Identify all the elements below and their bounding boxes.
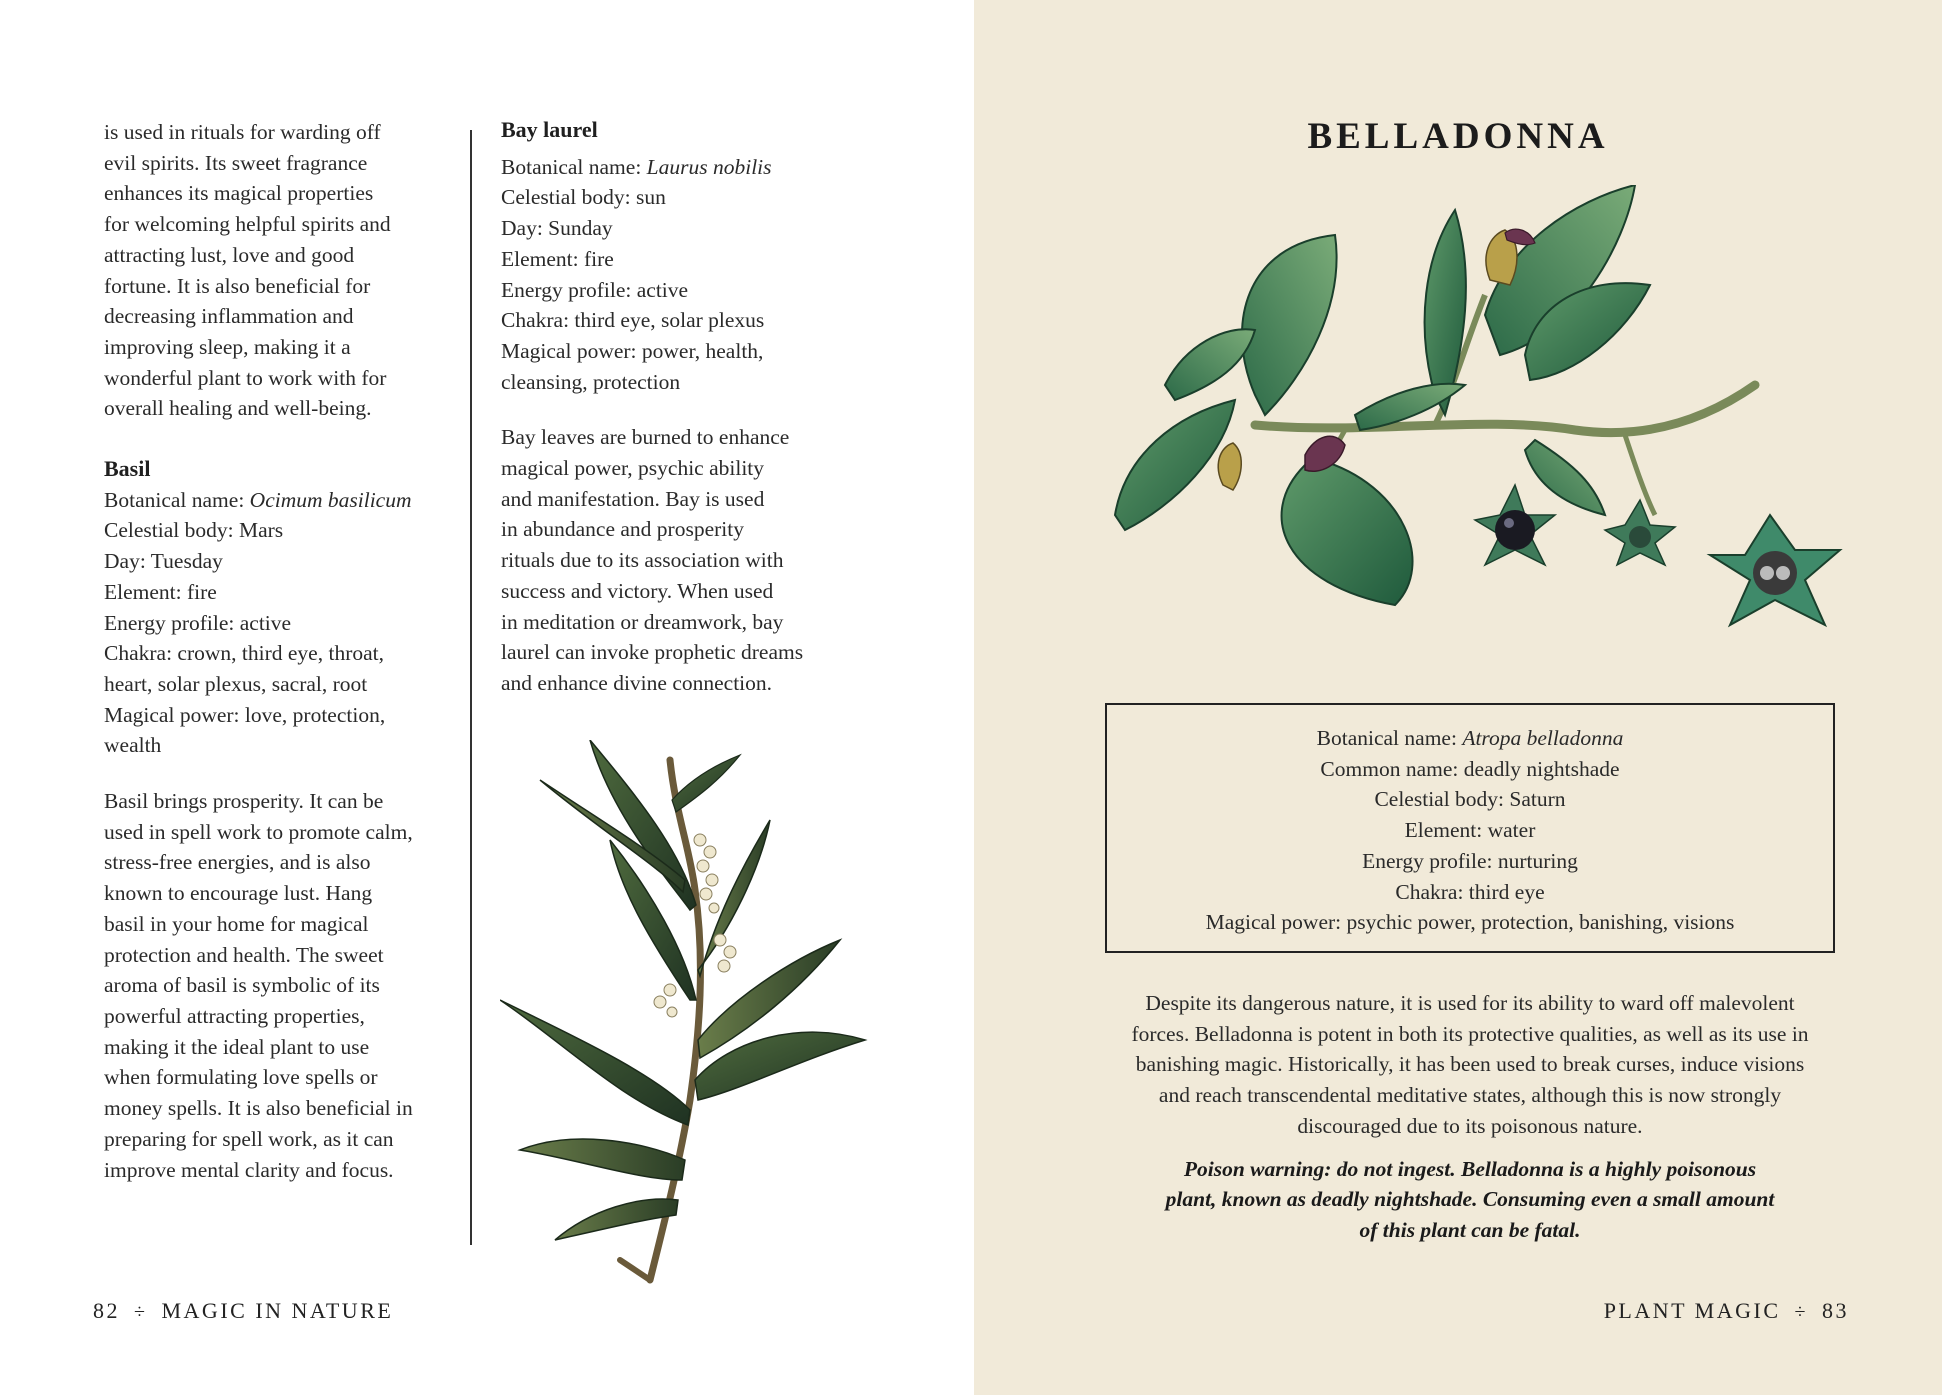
property-line: Element: fire [104,579,217,604]
text-line: decreasing inflammation and [104,304,354,329]
text-line: Basil brings prosperity. It can be [104,789,384,814]
text-line: evil spirits. Its sweet fragrance [104,150,368,175]
text-line: improve mental clarity and focus. [104,1157,394,1182]
text-line: protection and health. The sweet [104,942,384,967]
property-line: Celestial body: Mars [104,518,284,543]
text-line: is used in rituals for warding off [104,120,381,144]
column-basil [104,117,449,1185]
page-title: BELLADONNA [1307,116,1609,157]
botanical-label: Botanical name: [104,487,250,512]
text-line: aroma of basil is symbolic of its [104,973,380,998]
text-line: basil in your home for magical [104,911,369,936]
property-line: Energy profile: active [104,610,292,635]
intro-paragraph [104,117,449,424]
footer-left [93,1298,393,1324]
property-line: Energy profile: active [501,277,689,302]
text-line: fortune. It is also beneficial for [104,273,371,298]
text-line: and enhance divine connection. [501,670,773,695]
text-line: discouraged due to its poisonous nature. [1297,1113,1643,1138]
text-line: used in spell work to promote calm, [104,819,413,844]
text-line: wonderful plant to work with for [104,365,387,390]
section-title: PLANT MAGIC [1603,1298,1781,1323]
text-line: rituals due to its association with [501,548,784,573]
botanical-name [501,152,846,183]
text-line: of this plant can be fatal. [1359,1217,1581,1242]
property-line: Celestial body: Saturn [1374,787,1566,812]
text-line: and manifestation. Bay is used [501,486,765,511]
property-line: Magical power: love, protection, [104,702,386,727]
belladonna-info-box [1105,703,1835,953]
property-line: Chakra: third eye, solar plexus [501,308,765,333]
basil-properties [104,485,449,761]
botanical-label: Botanical name: [1316,726,1463,750]
property-line: Chakra: crown, third eye, throat, [104,641,385,666]
text-line: improving sleep, making it a [104,334,351,359]
property-line: Magical power: psychic power, protection, banishing, visions [1205,910,1735,935]
text-line: preparing for spell work, as it can [104,1126,394,1151]
divide-ornament-icon: ÷ [1794,1301,1808,1323]
page-number: 83 [1822,1298,1849,1323]
botanical-label: Botanical name: [501,154,647,179]
text-line: in abundance and prosperity [501,517,744,542]
divide-ornament-icon: ÷ [134,1301,148,1323]
column-divider [470,130,472,1245]
text-line: magical power, psychic ability [501,456,765,481]
text-line: money spells. It is also beneficial in [104,1096,413,1121]
text-line: stress-free energies, and is also [104,850,371,875]
section-title: MAGIC IN NATURE [161,1298,394,1323]
property-line: wealth [104,733,162,758]
bay-laurel-description [501,422,846,698]
belladonna-description [1100,988,1840,1246]
belladonna-branch-illustration [1105,185,1875,685]
text-line: laurel can invoke prophetic dreams [501,640,804,665]
property-line: Common name: deadly nightshade [1320,756,1620,781]
text-line: known to encourage lust. Hang [104,881,373,906]
column-bay-laurel [501,115,846,699]
text-line: attracting lust, love and good [104,242,355,267]
text-line: banishing magic. Historically, it has been used to break curses, induce visions [1135,1052,1805,1077]
botanical-name [1107,723,1833,754]
botanical-value: Ocimum basilicum [249,487,412,512]
property-line: Celestial body: sun [501,185,666,210]
text-line: when formulating love spells or [104,1065,378,1090]
footer-right [1604,1298,1849,1324]
text-line: forces. Belladonna is potent in both its protective qualities, as well as its use in [1131,1021,1809,1046]
text-line: plant, known as deadly nightshade. Consuming even a small amount [1165,1187,1775,1212]
text-line: success and victory. When used [501,578,774,603]
botanical-value: Laurus nobilis [646,154,772,179]
property-line: Day: Tuesday [104,549,223,574]
poison-warning [1100,1154,1840,1246]
text-line: Poison warning: do not ingest. Belladonna is a highly poisonous [1183,1156,1757,1181]
text-line: and reach transcendental meditative states, although this is now strongly [1158,1083,1782,1108]
property-line: Chakra: third eye [1395,879,1545,904]
property-line: Element: water [1404,818,1536,843]
text-line: overall healing and well-being. [104,396,372,421]
botanical-value: Atropa belladonna [1462,726,1624,750]
property-line: cleansing, protection [501,369,681,394]
text-line: in meditation or dreamwork, bay [501,609,784,634]
page-number: 82 [93,1298,120,1323]
bay-laurel-properties [501,152,846,398]
bay-laurel-sprig-illustration [500,740,870,1285]
text-line: Bay leaves are burned to enhance [501,425,790,450]
text-line: enhances its magical properties [104,181,374,206]
text-line: powerful attracting properties, [104,1003,365,1028]
basil-description [104,786,449,1185]
property-line: heart, solar plexus, sacral, root [104,671,368,696]
text-line: making it the ideal plant to use [104,1034,370,1059]
property-line: Day: Sunday [501,216,613,241]
property-line: Element: fire [501,246,614,271]
basil-heading: Basil [104,456,151,482]
text-line: Despite its dangerous nature, it is used for its ability to ward off malevolent [1145,991,1795,1015]
botanical-name [104,485,449,516]
property-line: Magical power: power, health, [501,338,764,363]
text-line: for welcoming helpful spirits and [104,212,391,237]
property-line: Energy profile: nurturing [1362,848,1578,873]
bay-laurel-heading: Bay laurel [501,117,598,142]
